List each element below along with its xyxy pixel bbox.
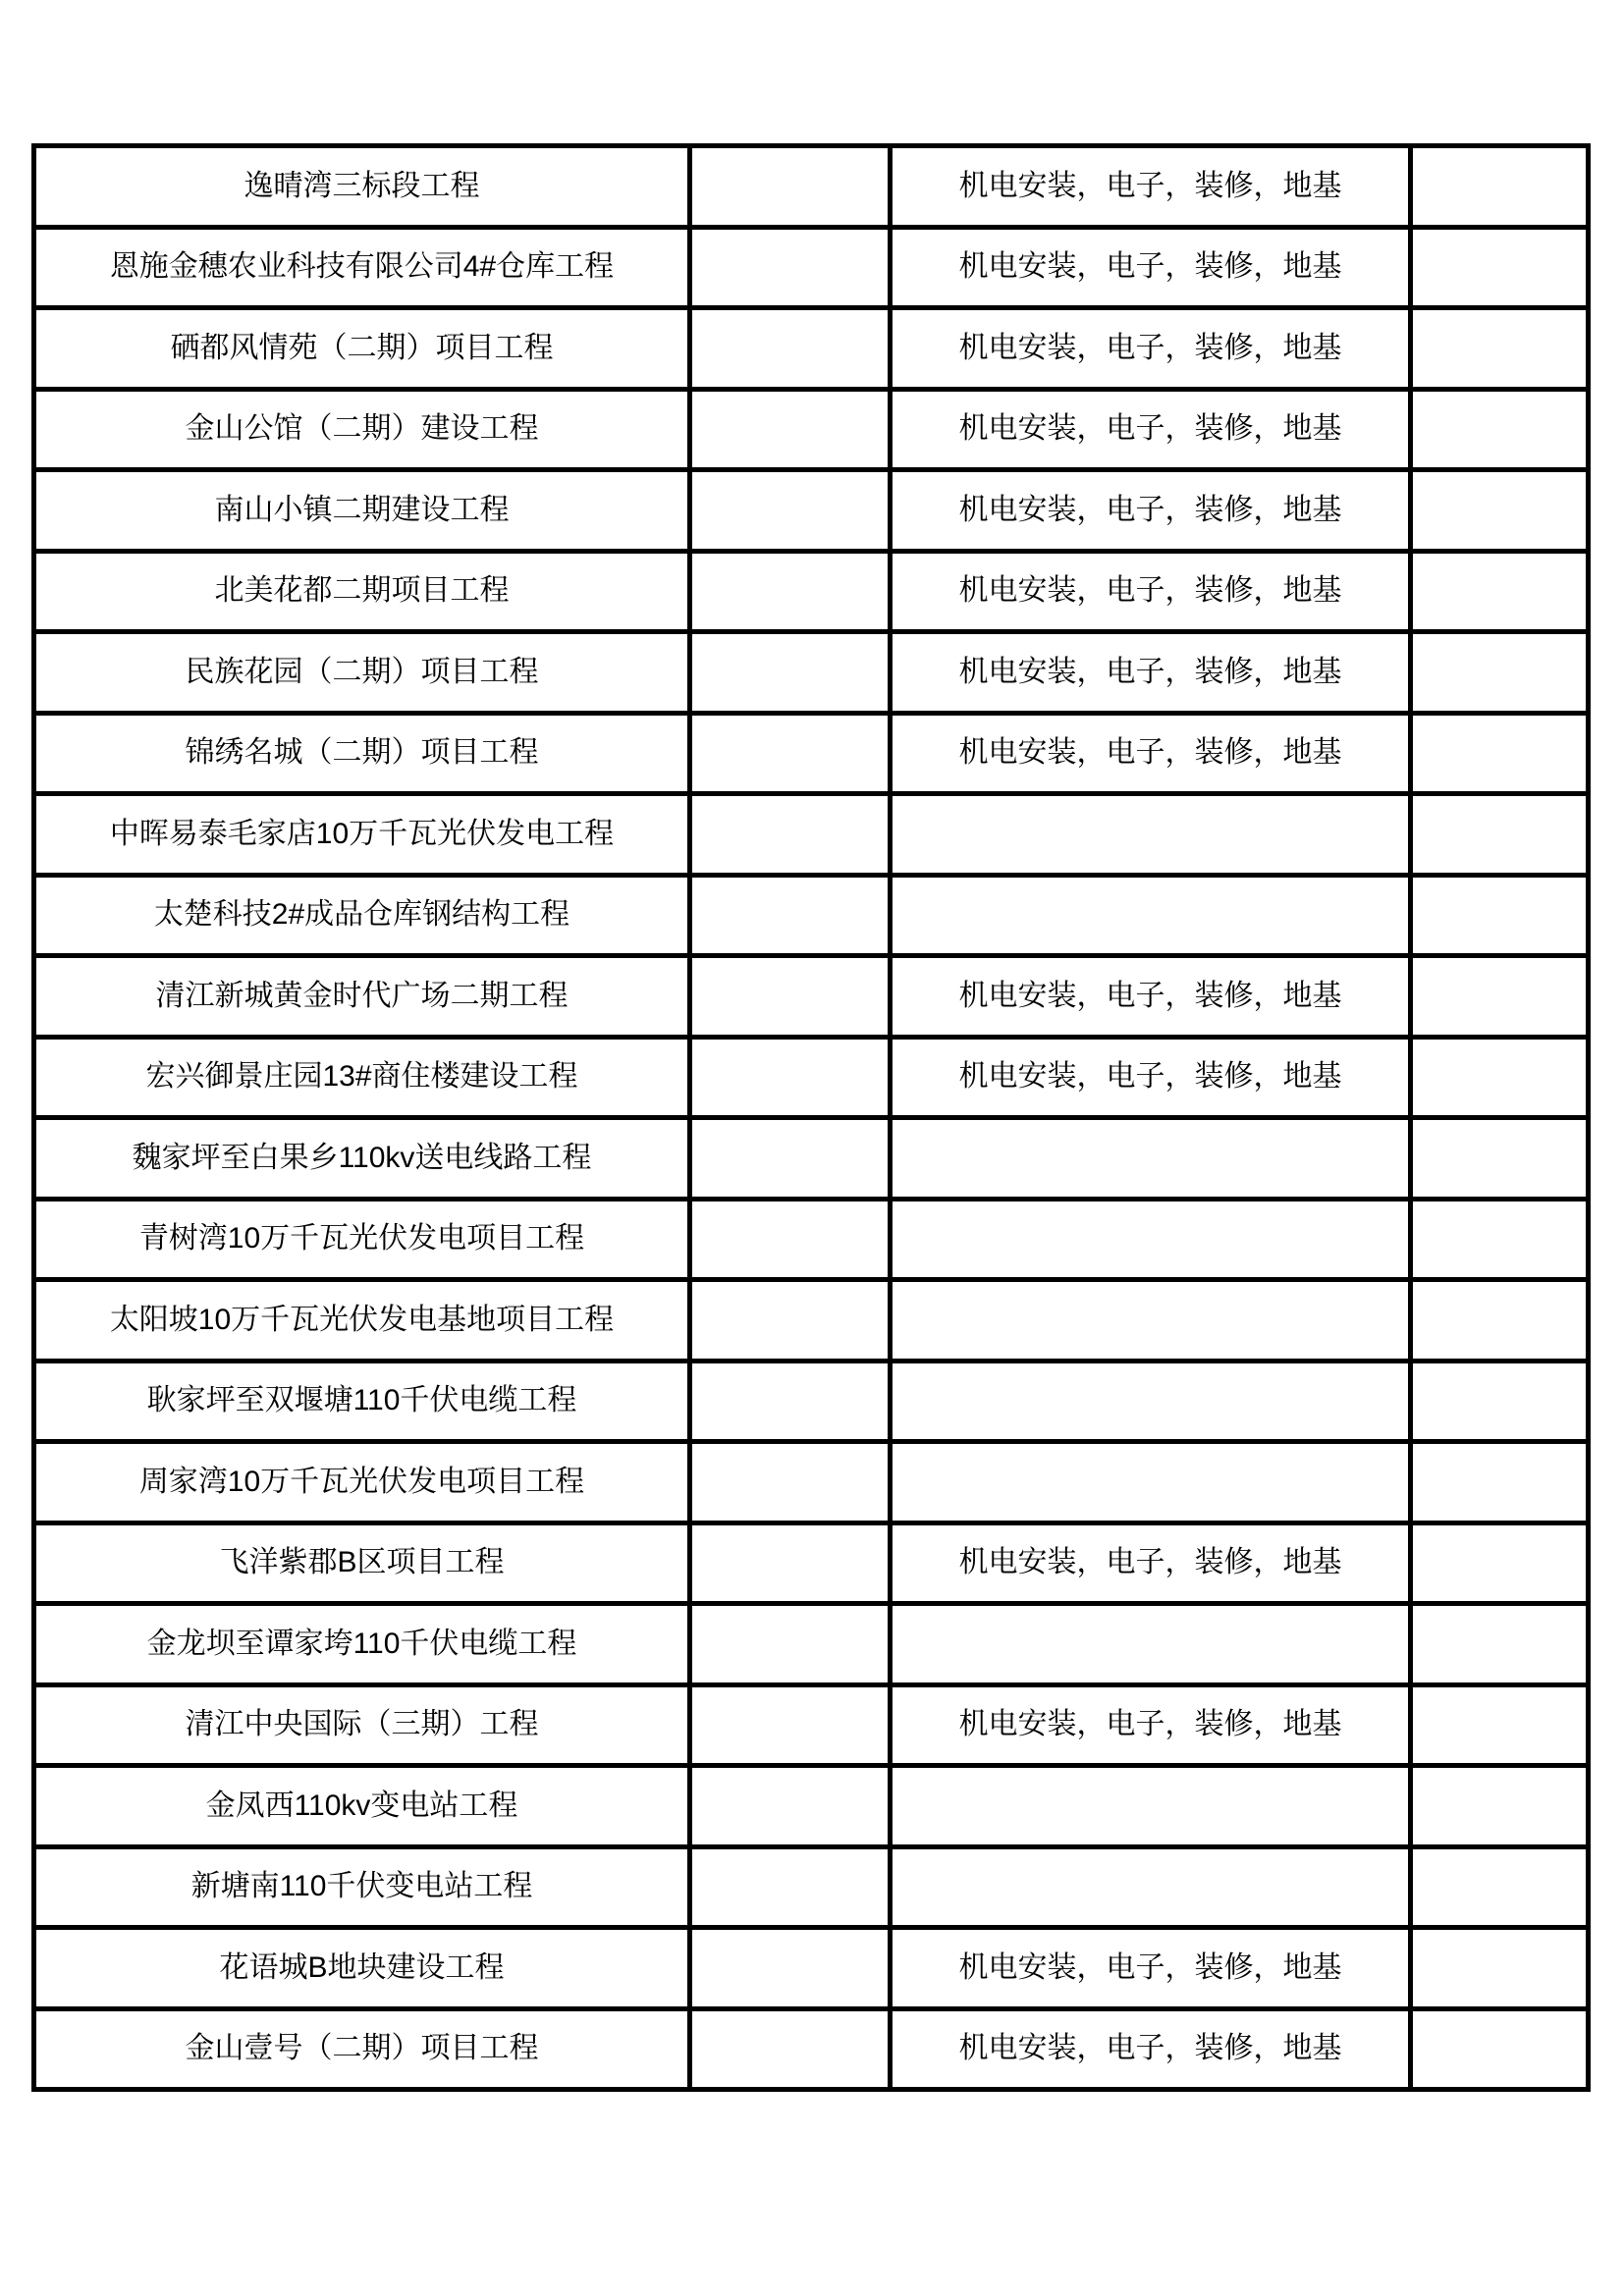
table-row (34, 1361, 1589, 1442)
categories-cell: 机电安装，电子，装修，地基 (891, 551, 1411, 632)
empty-cell-2 (1411, 2008, 1589, 2090)
table-row (34, 227, 1589, 308)
categories-cell: 机电安装，电子，装修，地基 (891, 1684, 1411, 1766)
projects-table-body (34, 146, 1589, 2090)
empty-cell-1 (690, 1037, 891, 1118)
table-row (34, 794, 1589, 876)
categories-cell (891, 1846, 1411, 1928)
empty-cell-2 (1411, 956, 1589, 1038)
table-row (34, 1037, 1589, 1118)
empty-cell-2 (1411, 551, 1589, 632)
table-row (34, 1199, 1589, 1280)
empty-cell-1 (690, 794, 891, 876)
table-row (34, 1442, 1589, 1523)
project-name-cell: 硒都风情苑（二期）项目工程 (34, 308, 690, 390)
categories-cell: 机电安装，电子，装修，地基 (891, 956, 1411, 1038)
table-row (34, 1280, 1589, 1362)
empty-cell-1 (690, 1522, 891, 1604)
project-name-cell: 金凤西110kv变电站工程 (34, 1766, 690, 1847)
table-row (34, 713, 1589, 794)
categories-cell (891, 875, 1411, 956)
empty-cell-2 (1411, 875, 1589, 956)
empty-cell-2 (1411, 794, 1589, 876)
categories-cell (891, 1766, 1411, 1847)
empty-cell-2 (1411, 1118, 1589, 1200)
empty-cell-1 (690, 1846, 891, 1928)
empty-cell-1 (690, 1118, 891, 1200)
empty-cell-2 (1411, 227, 1589, 308)
table-row (34, 1118, 1589, 1200)
categories-cell (891, 1280, 1411, 1362)
empty-cell-1 (690, 632, 891, 714)
table-row (34, 1684, 1589, 1766)
table-row (34, 470, 1589, 552)
table-row (34, 146, 1589, 228)
empty-cell-2 (1411, 1604, 1589, 1685)
empty-cell-2 (1411, 1037, 1589, 1118)
categories-cell: 机电安装，电子，装修，地基 (891, 1928, 1411, 2009)
empty-cell-1 (690, 1280, 891, 1362)
empty-cell-1 (690, 713, 891, 794)
table-row (34, 1604, 1589, 1685)
categories-cell: 机电安装，电子，装修，地基 (891, 2008, 1411, 2090)
empty-cell-1 (690, 875, 891, 956)
table-row (34, 308, 1589, 390)
table-row (34, 875, 1589, 956)
categories-cell: 机电安装，电子，装修，地基 (891, 1037, 1411, 1118)
empty-cell-1 (690, 1684, 891, 1766)
project-name-cell: 北美花都二期项目工程 (34, 551, 690, 632)
project-name-cell: 民族花园（二期）项目工程 (34, 632, 690, 714)
categories-cell (891, 1118, 1411, 1200)
project-name-cell: 清江新城黄金时代广场二期工程 (34, 956, 690, 1038)
empty-cell-2 (1411, 1684, 1589, 1766)
categories-cell: 机电安装，电子，装修，地基 (891, 713, 1411, 794)
project-name-cell: 周家湾10万千瓦光伏发电项目工程 (34, 1442, 690, 1523)
categories-cell: 机电安装，电子，装修，地基 (891, 146, 1411, 228)
project-name-cell: 金山壹号（二期）项目工程 (34, 2008, 690, 2090)
empty-cell-1 (690, 389, 891, 470)
project-name-cell: 金龙坝至谭家垮110千伏电缆工程 (34, 1604, 690, 1685)
project-name-cell: 逸晴湾三标段工程 (34, 146, 690, 228)
table-row (34, 632, 1589, 714)
project-name-cell: 飞洋紫郡B区项目工程 (34, 1522, 690, 1604)
categories-cell (891, 1604, 1411, 1685)
empty-cell-1 (690, 1361, 891, 1442)
categories-cell: 机电安装，电子，装修，地基 (891, 389, 1411, 470)
empty-cell-1 (690, 1442, 891, 1523)
empty-cell-2 (1411, 1522, 1589, 1604)
table-row (34, 2008, 1589, 2090)
project-name-cell: 新塘南110千伏变电站工程 (34, 1846, 690, 1928)
project-name-cell: 花语城B地块建设工程 (34, 1928, 690, 2009)
project-name-cell: 太楚科技2#成品仓库钢结构工程 (34, 875, 690, 956)
project-name-cell: 锦绣名城（二期）项目工程 (34, 713, 690, 794)
table-row (34, 1766, 1589, 1847)
project-name-cell: 南山小镇二期建设工程 (34, 470, 690, 552)
empty-cell-2 (1411, 1361, 1589, 1442)
empty-cell-2 (1411, 470, 1589, 552)
table-row (34, 389, 1589, 470)
project-name-cell: 魏家坪至白果乡110kv送电线路工程 (34, 1118, 690, 1200)
table-row (34, 1928, 1589, 2009)
projects-table (31, 143, 1591, 2092)
empty-cell-2 (1411, 308, 1589, 390)
project-name-cell: 金山公馆（二期）建设工程 (34, 389, 690, 470)
empty-cell-2 (1411, 1199, 1589, 1280)
project-name-cell: 青树湾10万千瓦光伏发电项目工程 (34, 1199, 690, 1280)
categories-cell: 机电安装，电子，装修，地基 (891, 1522, 1411, 1604)
project-name-cell: 宏兴御景庄园13#商住楼建设工程 (34, 1037, 690, 1118)
empty-cell-2 (1411, 632, 1589, 714)
empty-cell-1 (690, 308, 891, 390)
empty-cell-2 (1411, 146, 1589, 228)
categories-cell (891, 1442, 1411, 1523)
categories-cell: 机电安装，电子，装修，地基 (891, 470, 1411, 552)
empty-cell-1 (690, 227, 891, 308)
categories-cell (891, 794, 1411, 876)
table-row (34, 1522, 1589, 1604)
project-name-cell: 清江中央国际（三期）工程 (34, 1684, 690, 1766)
empty-cell-1 (690, 956, 891, 1038)
empty-cell-2 (1411, 713, 1589, 794)
table-row (34, 956, 1589, 1038)
categories-cell: 机电安装，电子，装修，地基 (891, 227, 1411, 308)
categories-cell (891, 1361, 1411, 1442)
project-name-cell: 耿家坪至双堰塘110千伏电缆工程 (34, 1361, 690, 1442)
categories-cell (891, 1199, 1411, 1280)
empty-cell-2 (1411, 1928, 1589, 2009)
project-name-cell: 太阳坡10万千瓦光伏发电基地项目工程 (34, 1280, 690, 1362)
empty-cell-1 (690, 1199, 891, 1280)
categories-cell: 机电安装，电子，装修，地基 (891, 308, 1411, 390)
empty-cell-1 (690, 146, 891, 228)
table-row (34, 551, 1589, 632)
empty-cell-1 (690, 1928, 891, 2009)
empty-cell-2 (1411, 1280, 1589, 1362)
empty-cell-1 (690, 470, 891, 552)
empty-cell-1 (690, 1766, 891, 1847)
project-name-cell: 中晖易泰毛家店10万千瓦光伏发电工程 (34, 794, 690, 876)
table-row (34, 1846, 1589, 1928)
empty-cell-1 (690, 2008, 891, 2090)
empty-cell-2 (1411, 1766, 1589, 1847)
project-name-cell: 恩施金穗农业科技有限公司4#仓库工程 (34, 227, 690, 308)
categories-cell: 机电安装，电子，装修，地基 (891, 632, 1411, 714)
empty-cell-2 (1411, 1442, 1589, 1523)
empty-cell-1 (690, 1604, 891, 1685)
empty-cell-2 (1411, 389, 1589, 470)
empty-cell-1 (690, 551, 891, 632)
empty-cell-2 (1411, 1846, 1589, 1928)
